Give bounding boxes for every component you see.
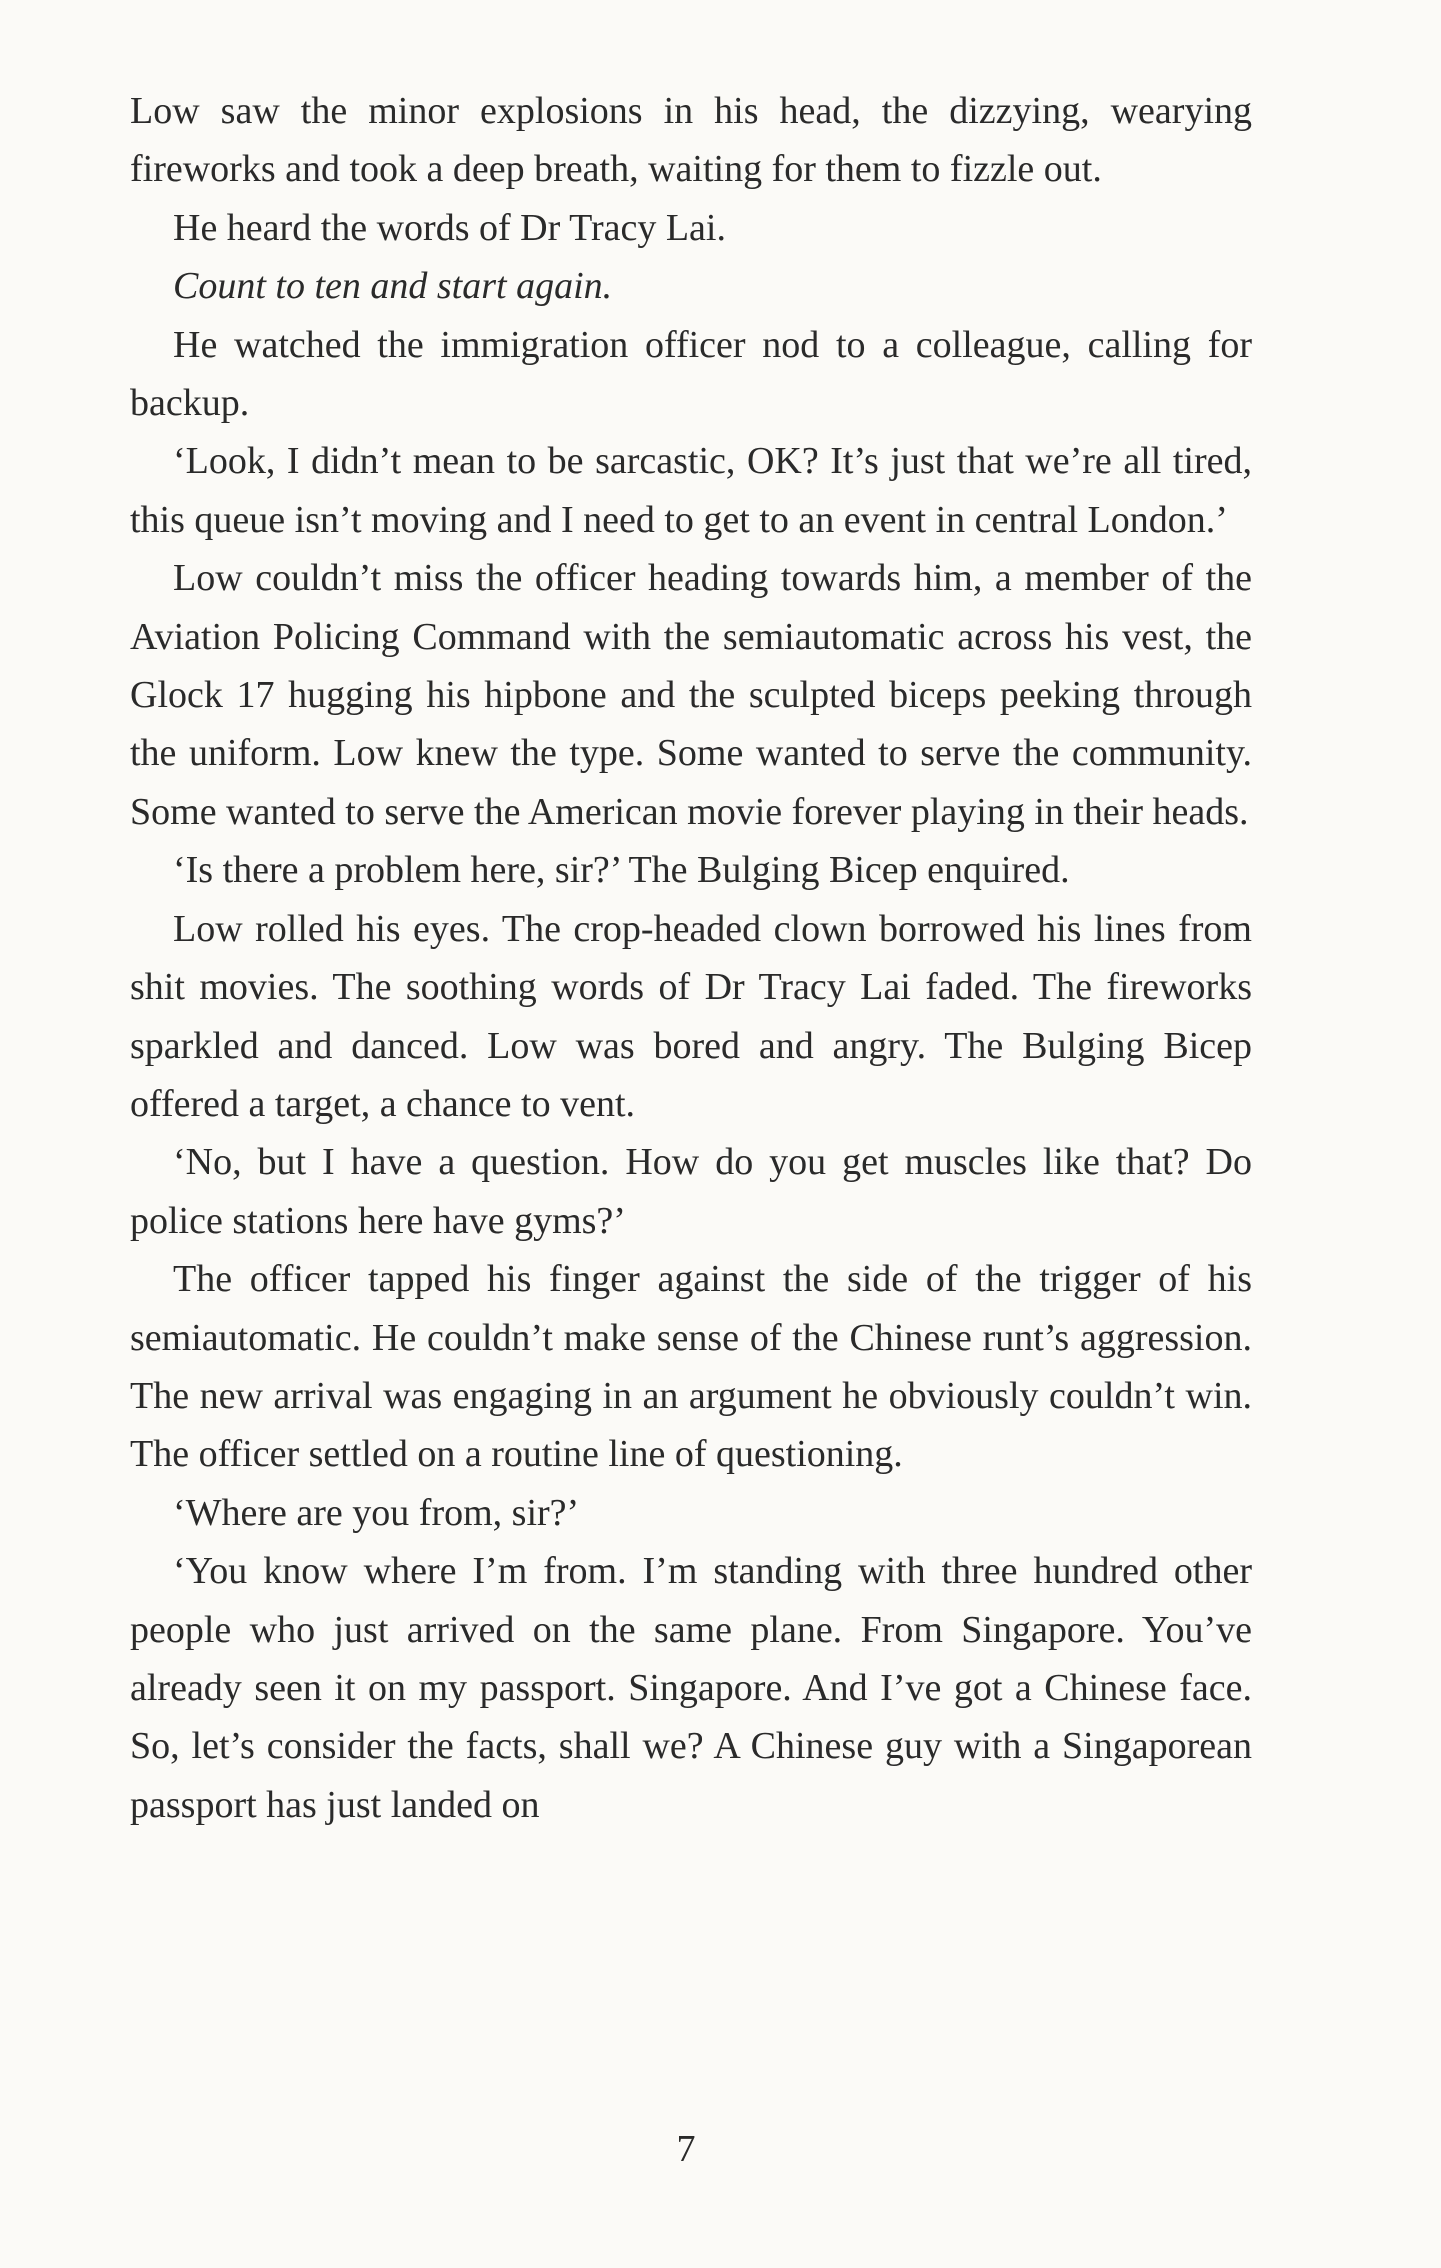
paragraph: He heard the words of Dr Tracy Lai. bbox=[173, 206, 726, 249]
paragraph: Low rolled his eyes. The crop-headed clown borrowed his lines from shit movies. The soothing words of Dr Tracy Lai faded. The fireworks sparkled and danced. Low was bored and angry. The Bulging Bicep offered a target, a chance to vent. bbox=[130, 907, 1252, 1125]
page-number: 7 bbox=[676, 2128, 696, 2170]
paragraph: Low saw the minor explosions in his head, the dizzying, wearying fireworks and took a deep breath, waiting for them to fizzle out. bbox=[130, 90, 1252, 191]
paragraph: ‘Where are you from, sir?’ bbox=[173, 1491, 580, 1534]
paragraph: ‘No, but I have a question. How do you get muscles like that? Do police stations here have gyms?’ bbox=[130, 1141, 1252, 1242]
paragraph: ‘Look, I didn’t mean to be sarcastic, OK? It’s just that we’re all tired, this queue isn’t moving and I need to get to an event in central London.’ bbox=[130, 440, 1252, 541]
paragraph: ‘You know where I’m from. I’m standing with three hundred other people who just arrived on the same plane. From Singapore. You’ve already seen it on my passport. Singapore. And I’ve got a Chinese face. So, let’s consider the facts, shall we? A Chinese guy with a Singaporean passport has just landed on bbox=[130, 1550, 1252, 1826]
page-body bbox=[130, 82, 1252, 1834]
paragraph: He watched the immigration officer nod to a colleague, calling for backup. bbox=[130, 323, 1252, 425]
paragraph: ‘Is there a problem here, sir?’ The Bulging Bicep enquired. bbox=[173, 849, 1070, 892]
paragraph: Low couldn’t miss the officer heading towards him, a member of the Aviation Policing Command with the semiautomatic across his vest, the Glock 17 hugging his hipbone and the sculpted biceps peeking through the uniform. Low knew the type. Some wanted to serve the community. Some wanted to serve the American movie forever playing in their heads. bbox=[130, 557, 1252, 833]
paragraph: The officer tapped his finger against the side of the trigger of his semiautomatic. He couldn’t make sense of the Chinese runt’s aggression. The new arrival was engaging in an argument he obviously couldn’t win. The officer settled on a routine line of questioning. bbox=[130, 1258, 1252, 1476]
paragraph: Count to ten and start again. bbox=[173, 265, 613, 308]
